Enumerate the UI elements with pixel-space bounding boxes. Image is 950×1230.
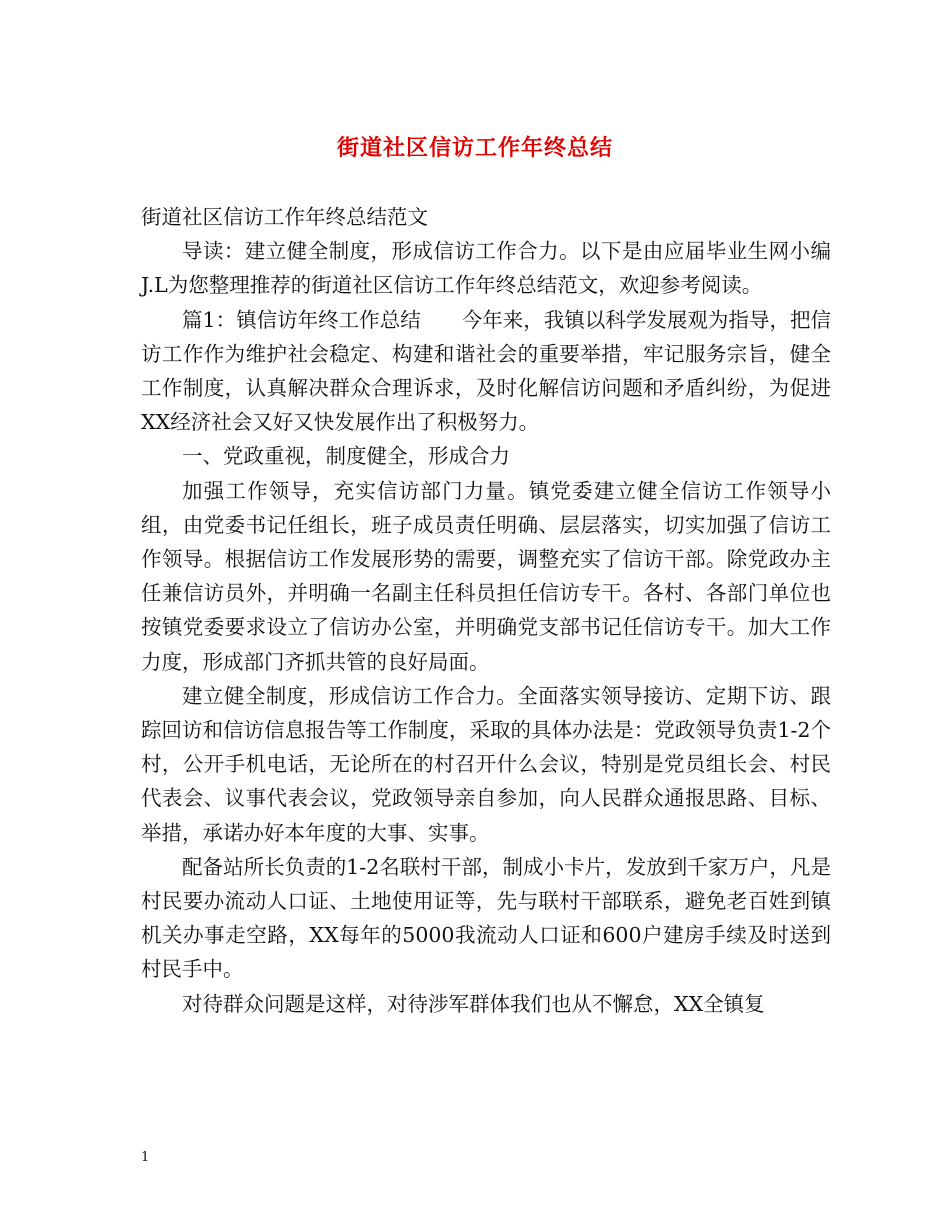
body-paragraph: 加强工作领导，充实信访部门力量。镇党委建立健全信访工作领导小组，由党委书记任组长，班子成员责任明确、层层落实，切实加强了信访工作领导。根据信访工作发展形势的需要，调整充实了信访干部。除党政办主任兼信访员外，并明确一名副主任科员担任信访专干。各村、各部门单位也按镇党委要求设立了信访办公室，并明确党支部书记任信访专干。加大工作力度，形成部门齐抓共管的良好局面。 [141, 478, 831, 674]
body-paragraph: 配备站所长负责的1-2名联村干部，制成小卡片，发放到千家万户，凡是村民要办流动人口证、土地使用证等，先与联村干部联系，避免老百姓到镇机关办事走空路，XX每年的5000我流动人口证和600户建房手续及时送到村民手中。 [141, 854, 831, 982]
chapter-paragraph: 篇1：镇信访年终工作总结 今年来，我镇以科学发展观为指导，把信访工作作为维护社会稳定、构建和谐社会的重要举措，牢记服务宗旨，健全工作制度，认真解决群众合理诉求，及时化解信访问题和矛盾纠纷，为促进XX经济社会又好又快发展作出了积极努力。 [141, 307, 831, 435]
document-title: 街道社区信访工作年终总结 [336, 135, 613, 161]
document-body [141, 200, 831, 1021]
body-paragraph: 对待群众问题是这样，对待涉军群体我们也从不懈怠，XX全镇复 [182, 991, 765, 1016]
body-paragraph: 建立健全制度，形成信访工作合力。全面落实领导接访、定期下访、跟踪回访和信访信息报告等工作制度，采取的具体办法是：党政领导负责1-2个村，公开手机电话，无论所在的村召开什么会议，特别是党员组长会、村民代表会、议事代表会议，党政领导亲自参加，向人民群众通报思路、目标、举措，承诺办好本年度的大事、实事。 [141, 683, 831, 845]
intro-paragraph: 导读：建立健全制度，形成信访工作合力。以下是由应届毕业生网小编J.L为您整理推荐的街道社区信访工作年终总结范文，欢迎参考阅读。 [141, 239, 831, 298]
subtitle-paragraph: 街道社区信访工作年终总结范文 [141, 205, 428, 229]
page-number: 1 [141, 1150, 150, 1165]
section-heading: 一、党政重视，制度健全，形成合力 [182, 444, 510, 469]
